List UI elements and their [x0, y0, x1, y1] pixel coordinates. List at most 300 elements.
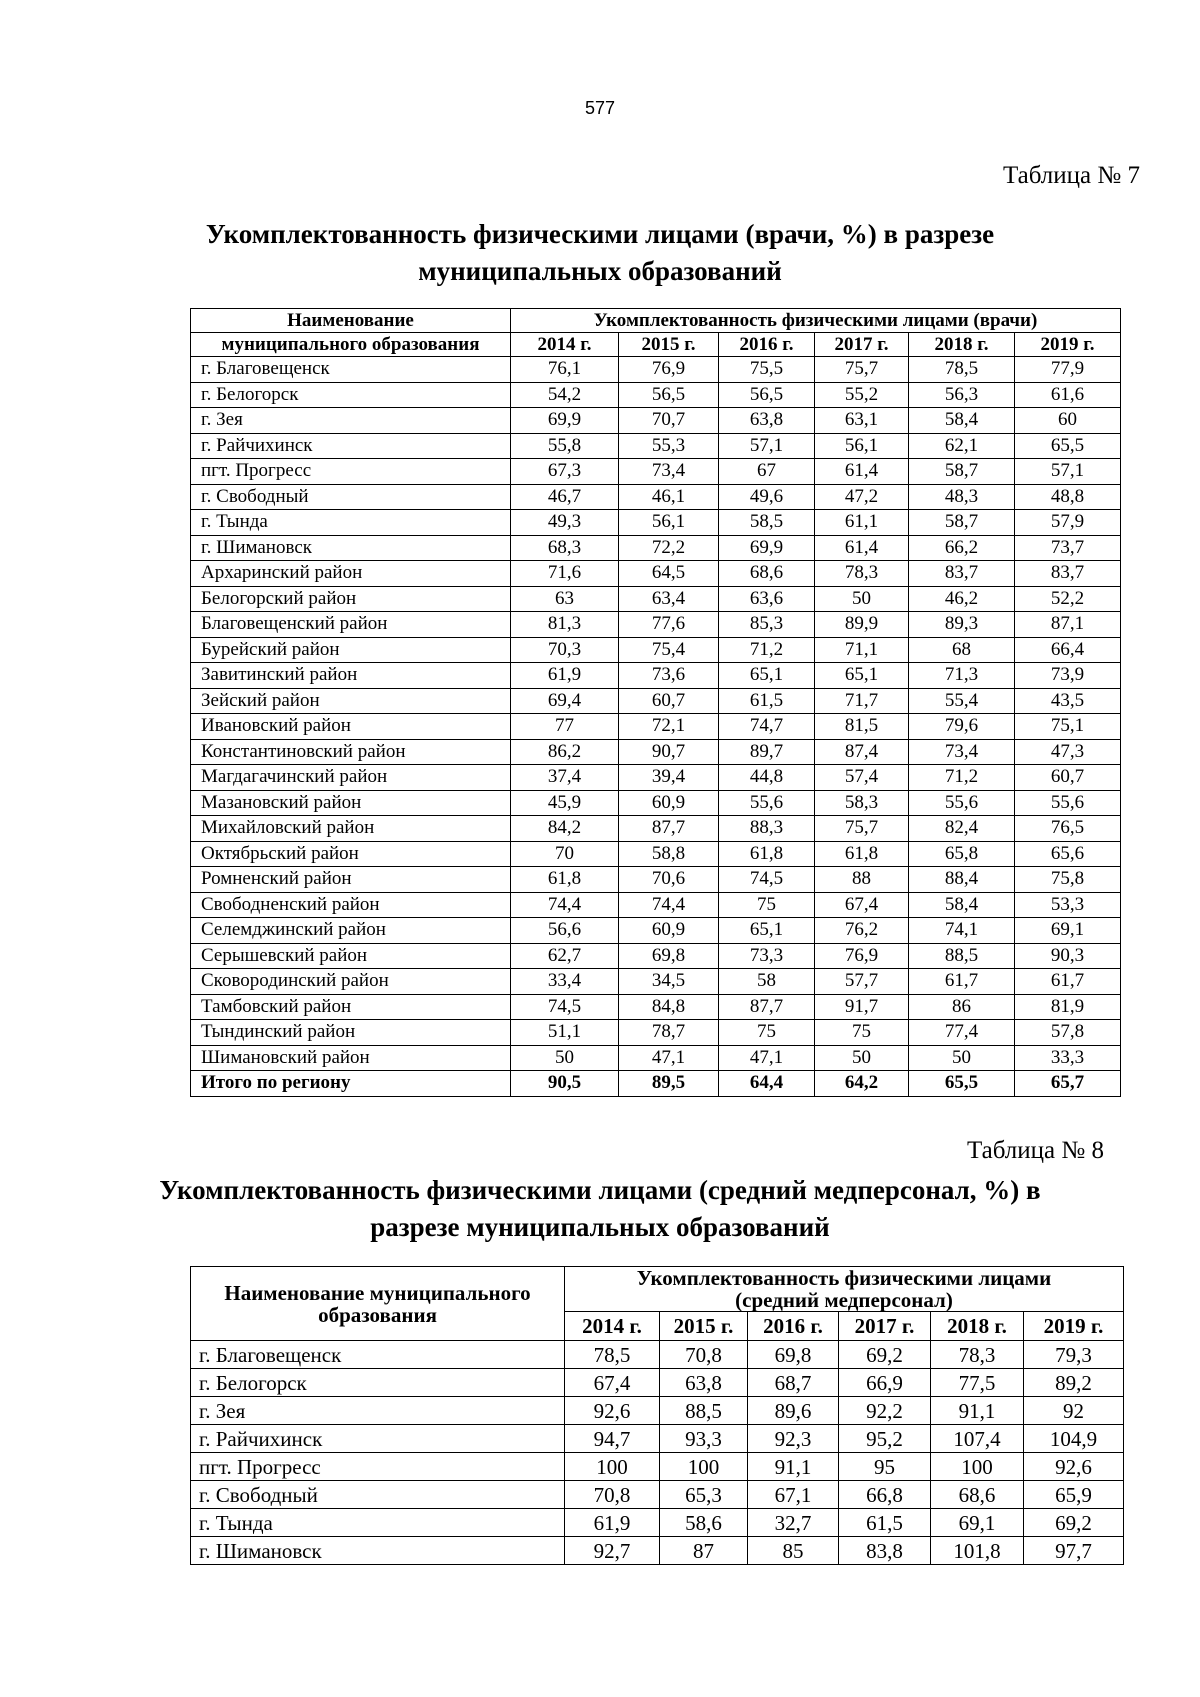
- value-cell: 39,4: [619, 765, 719, 791]
- municipality-name: Благовещенский район: [191, 612, 511, 638]
- value-cell: 50: [909, 1045, 1015, 1071]
- value-cell: 58,3: [815, 790, 909, 816]
- municipality-name: Магдагачинский район: [191, 765, 511, 791]
- value-cell: 91,1: [931, 1397, 1024, 1425]
- table-8-caption: Таблица № 8: [966, 1137, 1104, 1164]
- value-cell: 55,8: [511, 433, 619, 459]
- value-cell: 81,3: [511, 612, 619, 638]
- value-cell: 89,6: [748, 1397, 839, 1425]
- value-cell: 91,1: [748, 1453, 839, 1481]
- value-cell: 50: [511, 1045, 619, 1071]
- value-cell: 92,6: [565, 1397, 660, 1425]
- table-row: [191, 1341, 1124, 1369]
- value-cell: 78,5: [909, 357, 1015, 383]
- table-row: [191, 841, 1121, 867]
- municipality-name: Тындинский район: [191, 1020, 511, 1046]
- municipality-name: г. Благовещенск: [191, 357, 511, 383]
- value-cell: 57,1: [1015, 459, 1121, 485]
- value-cell: 78,5: [565, 1341, 660, 1369]
- table-row: [191, 1397, 1124, 1425]
- value-cell: 81,9: [1015, 994, 1121, 1020]
- value-cell: 88: [815, 867, 909, 893]
- value-cell: 69,8: [748, 1341, 839, 1369]
- table-8-header-group-line2: (средний медперсонал): [735, 1288, 953, 1312]
- municipality-name: г. Тында: [191, 510, 511, 536]
- table-row: [191, 637, 1121, 663]
- value-cell: 75: [719, 892, 815, 918]
- table-8-header-group-line1: Укомплектованность физическими лицами: [636, 1266, 1052, 1290]
- value-cell: 60,9: [619, 918, 719, 944]
- municipality-name: г. Шимановск: [191, 535, 511, 561]
- value-cell: 75,7: [815, 357, 909, 383]
- table-7-year-2015: 2015 г.: [619, 333, 719, 357]
- value-cell: 58: [719, 969, 815, 995]
- value-cell: 69,4: [511, 688, 619, 714]
- value-cell: 55,6: [719, 790, 815, 816]
- value-cell: 57,9: [1015, 510, 1121, 536]
- municipality-name: Ивановский район: [191, 714, 511, 740]
- value-cell: 91,7: [815, 994, 909, 1020]
- value-cell: 84,2: [511, 816, 619, 842]
- value-cell: 74,4: [619, 892, 719, 918]
- table-8-title: [0, 1172, 1200, 1246]
- value-cell: 73,4: [619, 459, 719, 485]
- value-cell: 43,5: [1015, 688, 1121, 714]
- value-cell: 71,2: [719, 637, 815, 663]
- value-cell: 78,3: [815, 561, 909, 587]
- table-8-title-line1: Укомплектованность физическими лицами (средний медперсонал, %) в: [159, 1175, 1041, 1205]
- municipality-name: Михайловский район: [191, 816, 511, 842]
- value-cell: 87: [660, 1537, 748, 1565]
- value-cell: 62,7: [511, 943, 619, 969]
- value-cell: 73,9: [1015, 663, 1121, 689]
- value-cell: 58,6: [660, 1509, 748, 1537]
- value-cell: 57,1: [719, 433, 815, 459]
- value-cell: 32,7: [748, 1509, 839, 1537]
- value-cell: 75: [815, 1020, 909, 1046]
- table-row: [191, 357, 1121, 383]
- table-row: [191, 1425, 1124, 1453]
- table-8-header-name: [191, 1267, 565, 1341]
- value-cell: 68,6: [931, 1481, 1024, 1509]
- municipality-name: Свободненский район: [191, 892, 511, 918]
- value-cell: 89,7: [719, 739, 815, 765]
- value-cell: 89,2: [1024, 1369, 1124, 1397]
- value-cell: 74,7: [719, 714, 815, 740]
- value-cell: 88,5: [660, 1397, 748, 1425]
- value-cell: 74,5: [511, 994, 619, 1020]
- value-cell: 66,8: [839, 1481, 931, 1509]
- value-cell: 64,4: [719, 1071, 815, 1097]
- value-cell: 83,7: [909, 561, 1015, 587]
- value-cell: 73,6: [619, 663, 719, 689]
- table-7-year-2014: 2014 г.: [511, 333, 619, 357]
- value-cell: 49,3: [511, 510, 619, 536]
- municipality-name: Октябрьский район: [191, 841, 511, 867]
- table-row: [191, 1537, 1124, 1565]
- value-cell: 77,5: [931, 1369, 1024, 1397]
- value-cell: 73,7: [1015, 535, 1121, 561]
- value-cell: 50: [815, 1045, 909, 1071]
- value-cell: 58,4: [909, 408, 1015, 434]
- value-cell: 55,4: [909, 688, 1015, 714]
- value-cell: 65,5: [1015, 433, 1121, 459]
- value-cell: 78,7: [619, 1020, 719, 1046]
- table-8-header-name-line1: Наименование муниципального: [224, 1280, 531, 1305]
- value-cell: 78,3: [931, 1341, 1024, 1369]
- table-8-header-name-line2: образования: [318, 1302, 437, 1327]
- municipality-name: Белогорский район: [191, 586, 511, 612]
- value-cell: 61,8: [815, 841, 909, 867]
- value-cell: 79,3: [1024, 1341, 1124, 1369]
- value-cell: 60: [1015, 408, 1121, 434]
- value-cell: 87,7: [619, 816, 719, 842]
- value-cell: 58,4: [909, 892, 1015, 918]
- value-cell: 71,6: [511, 561, 619, 587]
- table-row: [191, 433, 1121, 459]
- value-cell: 75,8: [1015, 867, 1121, 893]
- municipality-name: Сковородинский район: [191, 969, 511, 995]
- value-cell: 71,1: [815, 637, 909, 663]
- value-cell: 77: [511, 714, 619, 740]
- value-cell: 65,3: [660, 1481, 748, 1509]
- value-cell: 64,5: [619, 561, 719, 587]
- value-cell: 90,7: [619, 739, 719, 765]
- value-cell: 46,1: [619, 484, 719, 510]
- table-8-year-2014: 2014 г.: [565, 1312, 660, 1341]
- value-cell: 47,3: [1015, 739, 1121, 765]
- municipality-name: г. Белогорск: [191, 1369, 565, 1397]
- table-7-caption: Таблица № 7: [1002, 162, 1140, 189]
- value-cell: 69,1: [1015, 918, 1121, 944]
- value-cell: 83,8: [839, 1537, 931, 1565]
- value-cell: 73,3: [719, 943, 815, 969]
- value-cell: 70,8: [565, 1481, 660, 1509]
- value-cell: 89,5: [619, 1071, 719, 1097]
- value-cell: 100: [931, 1453, 1024, 1481]
- table-row: [191, 714, 1121, 740]
- municipality-name: Зейский район: [191, 688, 511, 714]
- table-row: [191, 663, 1121, 689]
- table-7-header-name-line1: Наименование: [191, 309, 511, 333]
- value-cell: 87,4: [815, 739, 909, 765]
- value-cell: 84,8: [619, 994, 719, 1020]
- value-cell: 75,7: [815, 816, 909, 842]
- value-cell: 76,2: [815, 918, 909, 944]
- value-cell: 97,7: [1024, 1537, 1124, 1565]
- value-cell: 70,6: [619, 867, 719, 893]
- value-cell: 49,6: [719, 484, 815, 510]
- municipality-name: г. Свободный: [191, 1481, 565, 1509]
- table-row: [191, 1045, 1121, 1071]
- value-cell: 69,2: [839, 1341, 931, 1369]
- value-cell: 56,3: [909, 382, 1015, 408]
- municipality-name: г. Тында: [191, 1509, 565, 1537]
- value-cell: 61,9: [565, 1509, 660, 1537]
- value-cell: 55,6: [1015, 790, 1121, 816]
- value-cell: 65,1: [719, 918, 815, 944]
- municipality-name: г. Белогорск: [191, 382, 511, 408]
- municipality-name: г. Райчихинск: [191, 1425, 565, 1453]
- value-cell: 55,3: [619, 433, 719, 459]
- page-number: 577: [584, 98, 616, 118]
- value-cell: 45,9: [511, 790, 619, 816]
- value-cell: 70: [511, 841, 619, 867]
- municipality-name: Мазановский район: [191, 790, 511, 816]
- value-cell: 73,4: [909, 739, 1015, 765]
- value-cell: 58,8: [619, 841, 719, 867]
- table-row: [191, 408, 1121, 434]
- table-8-year-2016: 2016 г.: [748, 1312, 839, 1341]
- table-7-title: [0, 216, 1200, 290]
- value-cell: 65,5: [909, 1071, 1015, 1097]
- value-cell: 66,9: [839, 1369, 931, 1397]
- table-row: [191, 382, 1121, 408]
- value-cell: 93,3: [660, 1425, 748, 1453]
- value-cell: 85,3: [719, 612, 815, 638]
- table-8: [190, 1266, 1124, 1565]
- table-row: [191, 790, 1121, 816]
- municipality-name: г. Благовещенск: [191, 1341, 565, 1369]
- table-row: [191, 1453, 1124, 1481]
- value-cell: 60,9: [619, 790, 719, 816]
- value-cell: 67,1: [748, 1481, 839, 1509]
- value-cell: 69,1: [931, 1509, 1024, 1537]
- table-row: [191, 484, 1121, 510]
- table-row: [191, 459, 1121, 485]
- municipality-name: Итого по региону: [191, 1071, 511, 1097]
- value-cell: 72,2: [619, 535, 719, 561]
- value-cell: 65,9: [1024, 1481, 1124, 1509]
- table-row: [191, 535, 1121, 561]
- value-cell: 58,7: [909, 459, 1015, 485]
- value-cell: 74,4: [511, 892, 619, 918]
- municipality-name: пгт. Прогресс: [191, 459, 511, 485]
- value-cell: 67,4: [815, 892, 909, 918]
- value-cell: 56,1: [815, 433, 909, 459]
- value-cell: 61,1: [815, 510, 909, 536]
- value-cell: 61,6: [1015, 382, 1121, 408]
- value-cell: 92,3: [748, 1425, 839, 1453]
- value-cell: 75,5: [719, 357, 815, 383]
- value-cell: 77,4: [909, 1020, 1015, 1046]
- value-cell: 88,4: [909, 867, 1015, 893]
- value-cell: 104,9: [1024, 1425, 1124, 1453]
- value-cell: 47,1: [619, 1045, 719, 1071]
- value-cell: 70,3: [511, 637, 619, 663]
- value-cell: 51,1: [511, 1020, 619, 1046]
- value-cell: 68,6: [719, 561, 815, 587]
- table-7: [190, 308, 1121, 1097]
- value-cell: 76,9: [815, 943, 909, 969]
- value-cell: 86: [909, 994, 1015, 1020]
- value-cell: 61,7: [909, 969, 1015, 995]
- value-cell: 63,4: [619, 586, 719, 612]
- value-cell: 95: [839, 1453, 931, 1481]
- value-cell: 58,7: [909, 510, 1015, 536]
- value-cell: 67,3: [511, 459, 619, 485]
- table-7-header-name-line2: муниципального образования: [191, 333, 511, 357]
- value-cell: 90,5: [511, 1071, 619, 1097]
- municipality-name: Архаринский район: [191, 561, 511, 587]
- table-8-year-2019: 2019 г.: [1024, 1312, 1124, 1341]
- table-7-year-2017: 2017 г.: [815, 333, 909, 357]
- value-cell: 71,7: [815, 688, 909, 714]
- value-cell: 69,8: [619, 943, 719, 969]
- value-cell: 69,9: [511, 408, 619, 434]
- value-cell: 56,5: [619, 382, 719, 408]
- value-cell: 63: [511, 586, 619, 612]
- value-cell: 76,1: [511, 357, 619, 383]
- municipality-name: Шимановский район: [191, 1045, 511, 1071]
- value-cell: 54,2: [511, 382, 619, 408]
- value-cell: 66,2: [909, 535, 1015, 561]
- table-8-body: [191, 1341, 1124, 1565]
- value-cell: 68: [909, 637, 1015, 663]
- value-cell: 88,3: [719, 816, 815, 842]
- value-cell: 86,2: [511, 739, 619, 765]
- table-row: [191, 561, 1121, 587]
- value-cell: 66,4: [1015, 637, 1121, 663]
- table-row: [191, 1509, 1124, 1537]
- value-cell: 92,6: [1024, 1453, 1124, 1481]
- value-cell: 52,2: [1015, 586, 1121, 612]
- municipality-name: Ромненский район: [191, 867, 511, 893]
- table-7-title-line2: муниципальных образований: [418, 256, 782, 286]
- table-row: [191, 918, 1121, 944]
- table-row: [191, 867, 1121, 893]
- municipality-name: Константиновский район: [191, 739, 511, 765]
- value-cell: 48,8: [1015, 484, 1121, 510]
- table-7-body: [191, 357, 1121, 1097]
- value-cell: 33,4: [511, 969, 619, 995]
- value-cell: 77,9: [1015, 357, 1121, 383]
- municipality-name: Бурейский район: [191, 637, 511, 663]
- municipality-name: г. Райчихинск: [191, 433, 511, 459]
- value-cell: 72,1: [619, 714, 719, 740]
- table-row: [191, 510, 1121, 536]
- table-row: [191, 816, 1121, 842]
- value-cell: 69,9: [719, 535, 815, 561]
- value-cell: 57,8: [1015, 1020, 1121, 1046]
- municipality-name: г. Шимановск: [191, 1537, 565, 1565]
- table-total-row: [191, 1071, 1121, 1097]
- value-cell: 57,7: [815, 969, 909, 995]
- value-cell: 47,1: [719, 1045, 815, 1071]
- table-row: [191, 765, 1121, 791]
- value-cell: 60,7: [619, 688, 719, 714]
- table-row: [191, 1369, 1124, 1397]
- municipality-name: г. Зея: [191, 408, 511, 434]
- value-cell: 87,7: [719, 994, 815, 1020]
- value-cell: 61,5: [839, 1509, 931, 1537]
- table-7-year-2019: 2019 г.: [1015, 333, 1121, 357]
- value-cell: 60,7: [1015, 765, 1121, 791]
- value-cell: 101,8: [931, 1537, 1024, 1565]
- value-cell: 76,9: [619, 357, 719, 383]
- value-cell: 79,6: [909, 714, 1015, 740]
- table-8-year-2018: 2018 г.: [931, 1312, 1024, 1341]
- value-cell: 61,8: [719, 841, 815, 867]
- table-7-header-group: Укомплектованность физическими лицами (врачи): [511, 309, 1121, 333]
- municipality-name: Серышевский район: [191, 943, 511, 969]
- value-cell: 92,2: [839, 1397, 931, 1425]
- table-8-year-2017: 2017 г.: [839, 1312, 931, 1341]
- value-cell: 61,9: [511, 663, 619, 689]
- table-7-title-line1: Укомплектованность физическими лицами (врачи, %) в разрезе: [205, 219, 995, 249]
- value-cell: 65,8: [909, 841, 1015, 867]
- value-cell: 67: [719, 459, 815, 485]
- value-cell: 58,5: [719, 510, 815, 536]
- value-cell: 47,2: [815, 484, 909, 510]
- value-cell: 61,7: [1015, 969, 1121, 995]
- value-cell: 67,4: [565, 1369, 660, 1397]
- value-cell: 82,4: [909, 816, 1015, 842]
- value-cell: 70,8: [660, 1341, 748, 1369]
- value-cell: 56,1: [619, 510, 719, 536]
- value-cell: 61,4: [815, 535, 909, 561]
- value-cell: 89,9: [815, 612, 909, 638]
- value-cell: 100: [565, 1453, 660, 1481]
- table-8-year-2015: 2015 г.: [660, 1312, 748, 1341]
- value-cell: 65,1: [719, 663, 815, 689]
- value-cell: 56,5: [719, 382, 815, 408]
- value-cell: 55,2: [815, 382, 909, 408]
- value-cell: 77,6: [619, 612, 719, 638]
- value-cell: 46,2: [909, 586, 1015, 612]
- value-cell: 68,3: [511, 535, 619, 561]
- value-cell: 75,1: [1015, 714, 1121, 740]
- municipality-name: Тамбовский район: [191, 994, 511, 1020]
- value-cell: 76,5: [1015, 816, 1121, 842]
- value-cell: 107,4: [931, 1425, 1024, 1453]
- value-cell: 57,4: [815, 765, 909, 791]
- table-row: [191, 688, 1121, 714]
- value-cell: 65,7: [1015, 1071, 1121, 1097]
- table-7-year-2018: 2018 г.: [909, 333, 1015, 357]
- table-row: [191, 586, 1121, 612]
- municipality-name: пгт. Прогресс: [191, 1453, 565, 1481]
- municipality-name: Селемджинский район: [191, 918, 511, 944]
- table-row: [191, 1020, 1121, 1046]
- value-cell: 95,2: [839, 1425, 931, 1453]
- value-cell: 65,6: [1015, 841, 1121, 867]
- value-cell: 33,3: [1015, 1045, 1121, 1071]
- table-row: [191, 994, 1121, 1020]
- value-cell: 71,3: [909, 663, 1015, 689]
- municipality-name: Завитинский район: [191, 663, 511, 689]
- value-cell: 83,7: [1015, 561, 1121, 587]
- value-cell: 69,2: [1024, 1509, 1124, 1537]
- value-cell: 88,5: [909, 943, 1015, 969]
- value-cell: 81,5: [815, 714, 909, 740]
- value-cell: 34,5: [619, 969, 719, 995]
- value-cell: 62,1: [909, 433, 1015, 459]
- value-cell: 56,6: [511, 918, 619, 944]
- table-8-header-group: [565, 1267, 1124, 1312]
- municipality-name: г. Зея: [191, 1397, 565, 1425]
- table-7-year-2016: 2016 г.: [719, 333, 815, 357]
- value-cell: 44,8: [719, 765, 815, 791]
- value-cell: 74,1: [909, 918, 1015, 944]
- value-cell: 50: [815, 586, 909, 612]
- value-cell: 63,8: [719, 408, 815, 434]
- value-cell: 53,3: [1015, 892, 1121, 918]
- value-cell: 65,1: [815, 663, 909, 689]
- value-cell: 75,4: [619, 637, 719, 663]
- table-row: [191, 1481, 1124, 1509]
- value-cell: 71,2: [909, 765, 1015, 791]
